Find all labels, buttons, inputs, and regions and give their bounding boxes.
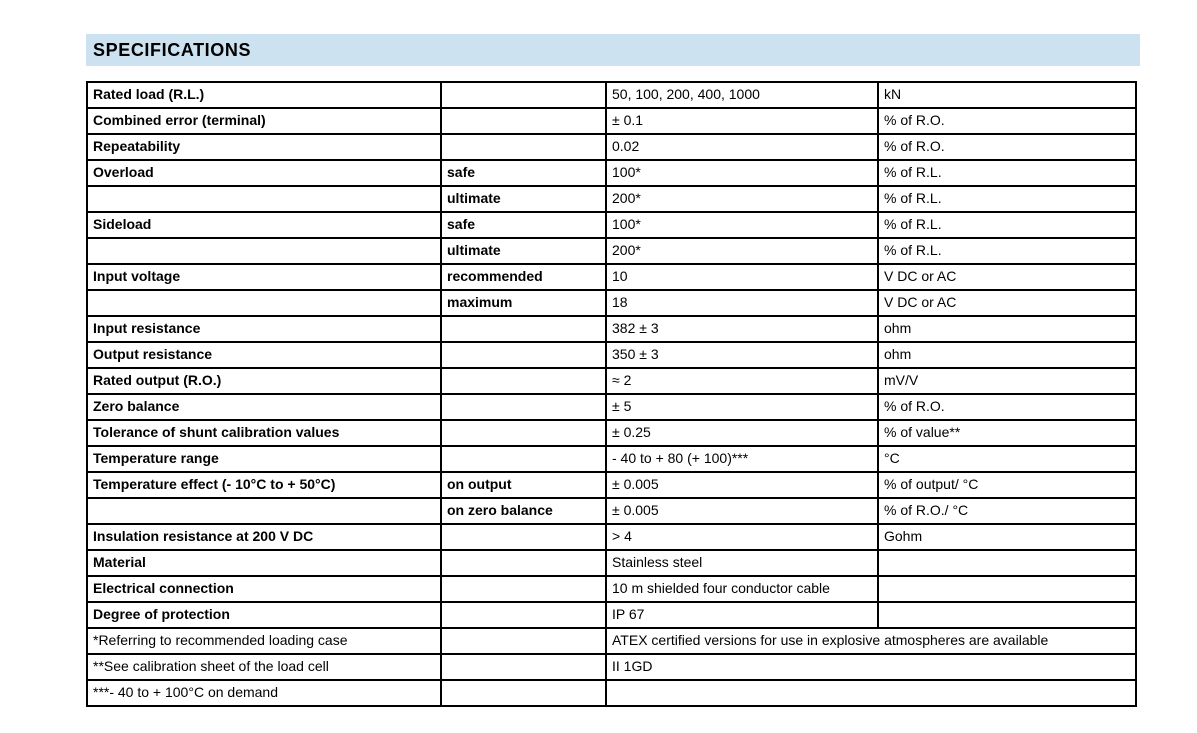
table-row <box>87 628 1136 654</box>
unit-cell: V DC or AC <box>878 290 1136 316</box>
qualifier-cell: maximum <box>441 290 606 316</box>
qualifier-cell <box>441 680 606 706</box>
table-row <box>87 524 1136 550</box>
table-row <box>87 498 1136 524</box>
unit-cell: ohm <box>878 316 1136 342</box>
table-row <box>87 394 1136 420</box>
qualifier-cell <box>441 108 606 134</box>
qualifier-cell <box>441 654 606 680</box>
qualifier-cell <box>441 576 606 602</box>
parameter-cell: Repeatability <box>87 134 441 160</box>
parameter-cell: Input voltage <box>87 264 441 290</box>
table-row <box>87 420 1136 446</box>
parameter-cell: Combined error (terminal) <box>87 108 441 134</box>
table-row <box>87 550 1136 576</box>
qualifier-cell <box>441 524 606 550</box>
value-cell: 100* <box>606 212 878 238</box>
unit-cell: °C <box>878 446 1136 472</box>
table-row <box>87 290 1136 316</box>
parameter-cell: Zero balance <box>87 394 441 420</box>
parameter-cell <box>87 186 441 212</box>
table-row <box>87 342 1136 368</box>
value-cell: Stainless steel <box>606 550 878 576</box>
value-cell: 10 m shielded four conductor cable <box>606 576 878 602</box>
parameter-cell: Input resistance <box>87 316 441 342</box>
page-title: SPECIFICATIONS <box>93 39 252 60</box>
table-row <box>87 108 1136 134</box>
value-cell: ± 0.005 <box>606 498 878 524</box>
parameter-cell: *Referring to recommended loading case <box>87 628 441 654</box>
parameter-cell: Sideload <box>87 212 441 238</box>
parameter-cell: **See calibration sheet of the load cell <box>87 654 441 680</box>
parameter-cell <box>87 238 441 264</box>
unit-cell: kN <box>878 82 1136 108</box>
spec-table-body <box>87 82 1136 706</box>
table-row <box>87 680 1136 706</box>
unit-cell <box>878 602 1136 628</box>
value-cell: 18 <box>606 290 878 316</box>
specifications-table <box>86 81 1137 707</box>
value-cell: 350 ± 3 <box>606 342 878 368</box>
qualifier-cell: safe <box>441 212 606 238</box>
table-row <box>87 472 1136 498</box>
qualifier-cell <box>441 550 606 576</box>
value-cell: ± 0.1 <box>606 108 878 134</box>
parameter-cell: Electrical connection <box>87 576 441 602</box>
value-cell: 0.02 <box>606 134 878 160</box>
qualifier-cell <box>441 316 606 342</box>
value-cell: 100* <box>606 160 878 186</box>
value-cell: 200* <box>606 238 878 264</box>
table-row <box>87 446 1136 472</box>
qualifier-cell: recommended <box>441 264 606 290</box>
unit-cell: % of R.L. <box>878 160 1136 186</box>
qualifier-cell: ultimate <box>441 238 606 264</box>
unit-cell: % of R.O./ °C <box>878 498 1136 524</box>
parameter-cell: Rated output (R.O.) <box>87 368 441 394</box>
parameter-cell <box>87 290 441 316</box>
unit-cell: % of R.L. <box>878 212 1136 238</box>
specifications-header-bar <box>86 34 1140 66</box>
parameter-cell: Overload <box>87 160 441 186</box>
value-cell: II 1GD <box>606 654 1136 680</box>
value-cell: ATEX certified versions for use in explosive atmospheres are available <box>606 628 1136 654</box>
value-cell: ≈ 2 <box>606 368 878 394</box>
unit-cell <box>878 576 1136 602</box>
value-cell: 200* <box>606 186 878 212</box>
qualifier-cell <box>441 602 606 628</box>
table-row <box>87 82 1136 108</box>
qualifier-cell: safe <box>441 160 606 186</box>
unit-cell: mV/V <box>878 368 1136 394</box>
value-cell: 382 ± 3 <box>606 316 878 342</box>
unit-cell: % of R.L. <box>878 238 1136 264</box>
value-cell: 50, 100, 200, 400, 1000 <box>606 82 878 108</box>
table-row <box>87 576 1136 602</box>
value-cell <box>606 680 1136 706</box>
table-row <box>87 212 1136 238</box>
qualifier-cell <box>441 628 606 654</box>
parameter-cell: Material <box>87 550 441 576</box>
parameter-cell: Temperature effect (- 10°C to + 50°C) <box>87 472 441 498</box>
qualifier-cell <box>441 342 606 368</box>
parameter-cell: Tolerance of shunt calibration values <box>87 420 441 446</box>
qualifier-cell: on output <box>441 472 606 498</box>
parameter-cell: Output resistance <box>87 342 441 368</box>
parameter-cell: Insulation resistance at 200 V DC <box>87 524 441 550</box>
qualifier-cell: ultimate <box>441 186 606 212</box>
table-row <box>87 316 1136 342</box>
qualifier-cell: on zero balance <box>441 498 606 524</box>
table-row <box>87 654 1136 680</box>
unit-cell: % of R.O. <box>878 394 1136 420</box>
qualifier-cell <box>441 394 606 420</box>
table-row <box>87 160 1136 186</box>
value-cell: ± 5 <box>606 394 878 420</box>
table-row <box>87 264 1136 290</box>
qualifier-cell <box>441 82 606 108</box>
unit-cell: % of value** <box>878 420 1136 446</box>
table-row <box>87 186 1136 212</box>
value-cell: ± 0.25 <box>606 420 878 446</box>
value-cell: ± 0.005 <box>606 472 878 498</box>
unit-cell: % of R.O. <box>878 134 1136 160</box>
parameter-cell <box>87 498 441 524</box>
qualifier-cell <box>441 420 606 446</box>
table-row <box>87 238 1136 264</box>
unit-cell: % of R.L. <box>878 186 1136 212</box>
unit-cell <box>878 550 1136 576</box>
parameter-cell: Degree of protection <box>87 602 441 628</box>
parameter-cell: Rated load (R.L.) <box>87 82 441 108</box>
parameter-cell: ***- 40 to + 100°C on demand <box>87 680 441 706</box>
unit-cell: V DC or AC <box>878 264 1136 290</box>
value-cell: 10 <box>606 264 878 290</box>
unit-cell: % of output/ °C <box>878 472 1136 498</box>
table-row <box>87 134 1136 160</box>
qualifier-cell <box>441 368 606 394</box>
unit-cell: % of R.O. <box>878 108 1136 134</box>
unit-cell: ohm <box>878 342 1136 368</box>
value-cell: - 40 to + 80 (+ 100)*** <box>606 446 878 472</box>
table-row <box>87 368 1136 394</box>
value-cell: IP 67 <box>606 602 878 628</box>
qualifier-cell <box>441 446 606 472</box>
qualifier-cell <box>441 134 606 160</box>
unit-cell: Gohm <box>878 524 1136 550</box>
value-cell: > 4 <box>606 524 878 550</box>
table-row <box>87 602 1136 628</box>
parameter-cell: Temperature range <box>87 446 441 472</box>
